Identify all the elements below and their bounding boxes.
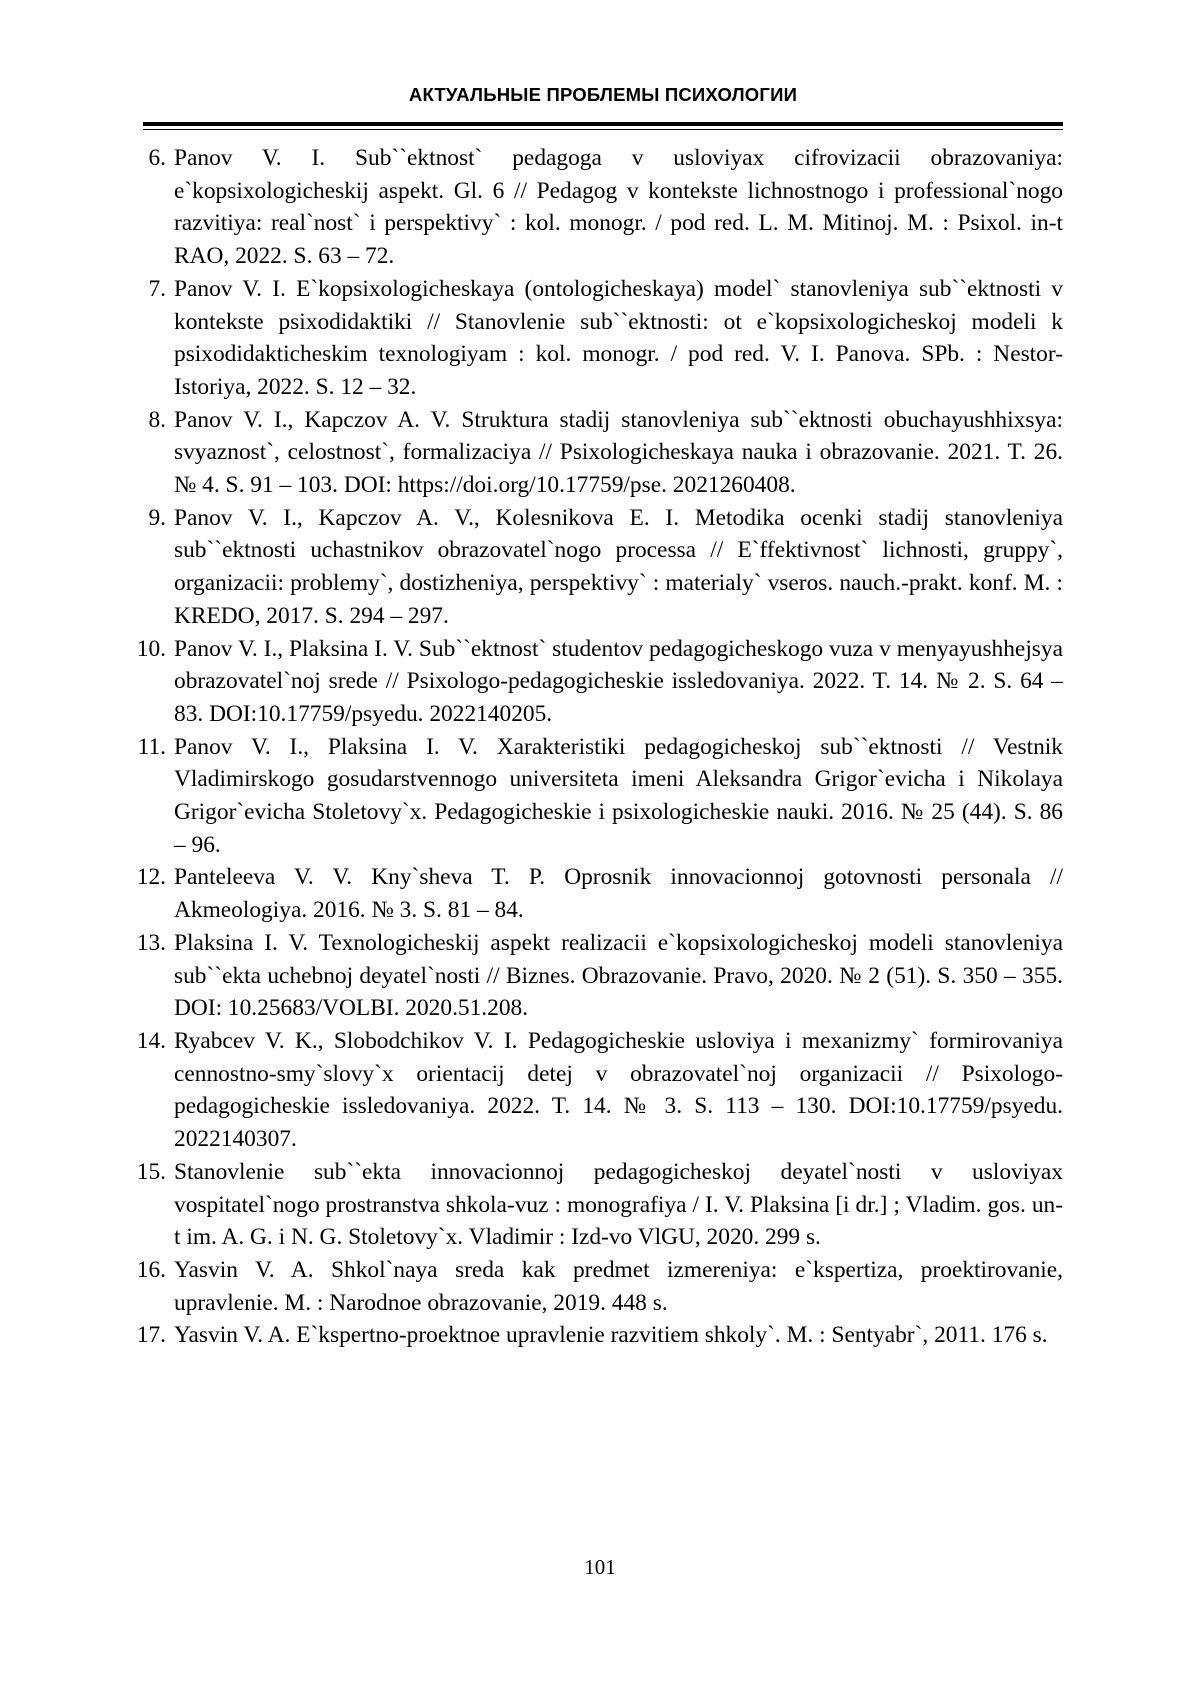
reference-number: 9. <box>100 502 166 535</box>
reference-item-17 <box>0 1319 1200 1352</box>
running-header: АКТУАЛЬНЫЕ ПРОБЛЕМЫ ПСИХОЛОГИИ <box>143 84 1063 106</box>
reference-item-10 <box>0 633 1200 731</box>
reference-text: Panov V. I. Sub``ektnost` pedagoga v usloviyax cifrovizacii obrazovaniya: e`kopsix­ologicheskij aspekt. Gl. 6 // Pedagog v kontekste lichnostnogo i professional`nogo razvitiya: real`nost` i perspektivy` : kol. monogr. / pod red. L. M. Mitinoj. M. : Psixol. in-t RAO, 2022. S. 63 – 72. <box>174 142 1063 273</box>
reference-text: Panov V. I. E`kopsixologicheskaya (ontologicheskaya) model` stanovleniya sub``ektnosti v kontekste psixodidaktiki // Stanovlenie sub``ektnosti: ot e`kopsixo­logicheskoj modeli k psixodidakticheskim texnologiyam : kol. monogr. / pod red. V. I. Panova. SPb. : Nestor-Istoriya, 2022. S. 12 – 32. <box>174 273 1063 404</box>
reference-text: Plaksina I. V. Texnologicheskij aspekt realizacii e`kopsixologicheskoj modeli stanovleniya sub``ekta uchebnoj deyatel`nosti // Biznes. Obrazovanie. Pravo, 2020. № 2 (51). S. 350 – 355. DOI: 10.25683/VOLBI. 2020.51.208. <box>174 927 1063 1025</box>
reference-number: 6. <box>100 142 166 175</box>
page-number: 101 <box>0 1555 1200 1580</box>
reference-number: 13. <box>100 927 166 960</box>
reference-text: Panov V. I., Plaksina I. V. Sub``ektnost` studentov pedagogicheskogo vuza v menyayushhejsya obrazovatel`noj srede // Psixologo-pedagogicheskie issledovaniya. 2022. T. 14. № 2. S. 64 – 83. DOI:10.17759/psyedu. 2022140205. <box>174 633 1063 731</box>
reference-text: Yasvin V. A. E`kspertno-proektnoe upravlenie razvitiem shkoly`. M. : Sentyabr`, 2011. 176 s. <box>174 1319 1063 1352</box>
reference-item-15 <box>0 1156 1200 1254</box>
reference-text: Ryabcev V. K., Slobodchikov V. I. Pedagogicheskie usloviya i mexanizmy` formi­rovaniya cennostno-smy`slovy`x orientacij detej v obrazovatel`noj organizacii // Psixologo-pedagogicheskie issledovaniya. 2022. T. 14. № 3. S. 113 – 130. DOI:10.17759/psyedu. 2022140307. <box>174 1025 1063 1156</box>
reference-item-11 <box>0 731 1200 862</box>
reference-number: 17. <box>100 1319 166 1352</box>
reference-number: 15. <box>100 1156 166 1189</box>
reference-item-13 <box>0 927 1200 1025</box>
reference-text: Panteleeva V. V. Kny`sheva T. P. Oprosnik innovacionnoj gotovnosti personala // Akmeologiya. 2016. № 3. S. 81 – 84. <box>174 861 1063 926</box>
reference-text: Panov V. I., Plaksina I. V. Xarakteristiki pedagogicheskoj sub``ektnosti // Vestnik Vladimirskogo gosudarstvennogo universiteta imeni Aleksandra Grigor`evicha i Ni­kolaya Grigor`evicha Stoletovy`x. Pedagogicheskie i psixologicheskie nauki. 2016. № 25 (44). S. 86 – 96. <box>174 731 1063 862</box>
reference-number: 12. <box>100 861 166 894</box>
header-rule-thick <box>143 122 1063 126</box>
reference-text: Stanovlenie sub``ekta innovacionnoj pedagogicheskoj deyatel`nosti v usloviyax vospitatel`nogo prostranstva shkola-vuz : monografiya / I. V. Plaksina [i dr.] ; Vla­dim. gos. un-t im. A. G. i N. G. Stoletovy`x. Vladimir : Izd-vo VlGU, 2020. 299 s. <box>174 1156 1063 1254</box>
reference-item-14 <box>0 1025 1200 1156</box>
reference-number: 10. <box>100 633 166 666</box>
reference-item-6 <box>0 142 1200 273</box>
reference-item-8 <box>0 404 1200 502</box>
reference-item-16 <box>0 1254 1200 1319</box>
reference-item-9 <box>0 502 1200 633</box>
reference-number: 8. <box>100 404 166 437</box>
reference-list <box>0 142 1200 1352</box>
header-rule-thin <box>143 129 1063 130</box>
reference-number: 7. <box>100 273 166 306</box>
reference-number: 14. <box>100 1025 166 1058</box>
reference-text: Panov V. I., Kapczov A. V., Kolesnikova E. I. Metodika ocenki stadij stanovleniya sub``ektnosti uchastnikov obrazovatel`nogo processa // E`ffektivnost` lichnosti, gruppy`, organizacii: problemy`, dostizheniya, perspektivy` : materialy` vseros. nauch.-prakt. konf. M. : KREDO, 2017. S. 294 – 297. <box>174 502 1063 633</box>
reference-text: Panov V. I., Kapczov A. V. Struktura stadij stanovleniya sub``ektnosti obuchayush­hixsya: svyaznost`, celostnost`, formalizaciya // Psixologicheskaya nauka i obra­zovanie. 2021. T. 26. № 4. S. 91 – 103. DOI: https://doi.org/10.17759/pse. 2021260408. <box>174 404 1063 502</box>
reference-text: Yasvin V. A. Shkol`naya sreda kak predmet izmereniya: e`kspertiza, proektirovanie, upravlenie. M. : Narodnoe obrazovanie, 2019. 448 s. <box>174 1254 1063 1319</box>
reference-number: 11. <box>100 731 166 764</box>
reference-number: 16. <box>100 1254 166 1287</box>
reference-item-7 <box>0 273 1200 404</box>
reference-item-12 <box>0 861 1200 926</box>
